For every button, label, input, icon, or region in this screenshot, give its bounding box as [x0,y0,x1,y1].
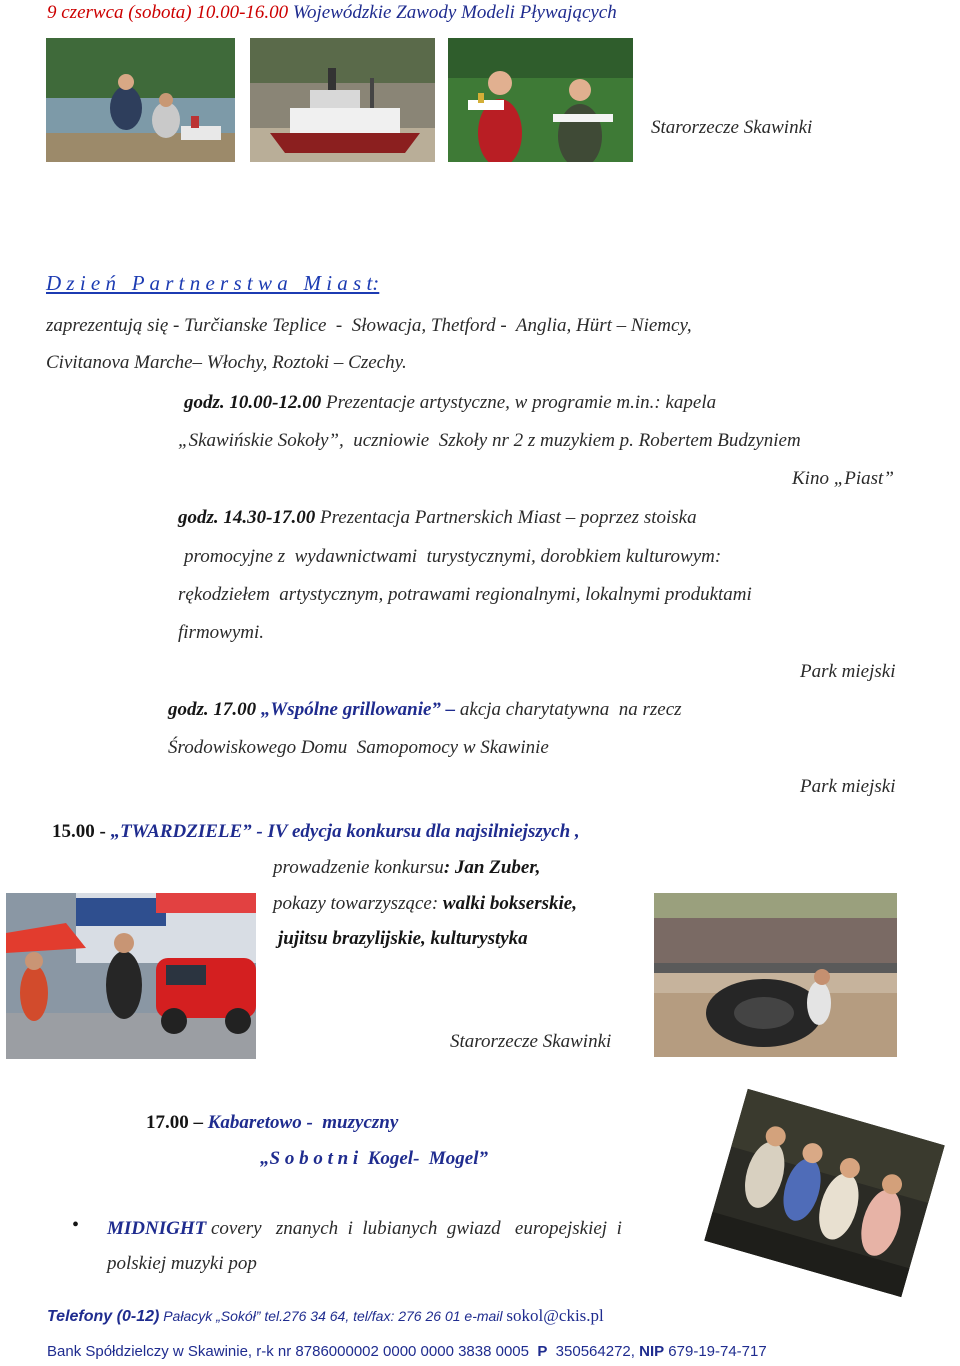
footer-bank-text: Bank Spółdzielczy w Skawinie, r-k nr 8786000002 0000 0000 3838 0005 [47,1343,538,1360]
event2-description-1: Prezentacja Partnerskich Miast – poprzez stoiska [315,507,697,528]
partnership-line-1: zaprezentują się - Turčianske Teplice - Słowacja, Thetford - Anglia, Hürt – Niemcy, [46,315,692,336]
bullet-line-1 [107,1218,622,1240]
footer-p-label: P [537,1343,548,1360]
event4-location: Starorzecze Skawinki [450,1031,612,1052]
header-line [47,2,617,24]
event4-host-label: prowadzenie konkursu [273,857,444,878]
header-title: Wojewódzkie Zawody Modeli Pływających [292,2,617,23]
event4-shows-label: pokazy towarzyszące: [273,893,443,914]
event4-shows-1: walki bokserskie, [442,893,577,914]
bullet-text-1: covery znanych i lubianych gwiazd europejskiej i [206,1218,622,1239]
footer-email[interactable]: sokol@ckis.pl [506,1306,604,1325]
partnership-line-2: Civitanova Marche– Włochy, Roztoki – Czechy. [46,352,407,373]
event4-host-name: : Jan Zuber, [443,857,541,878]
footer-phone-label: Telefony (0-12) [47,1308,160,1325]
location-starorzecze-1: Starorzecze Skawinki [651,117,813,138]
event3-description-1: akcja charytatywna na rzecz [455,699,682,720]
footer-p-value: 350564272, [547,1343,640,1360]
header-date: 9 czerwca (sobota) 10.00-16.00 [47,2,289,23]
event4-time: 15.00 - [52,821,111,842]
event4-line-1 [52,821,580,843]
event3-time: godz. 17.00 [168,699,257,720]
event4-host [273,857,540,879]
photo-cabaret [704,1089,945,1297]
photo-model-boat-3 [448,38,633,162]
event1-location: Kino „Piast” [792,468,894,489]
event2-description-3: rękodziełem artystycznym, potrawami regionalnymi, lokalnymi produktami [178,584,752,605]
event4-title: „TWARDZIELE” - IV edycja konkursu dla najsilniejszych , [110,821,580,842]
event2-line-1 [178,507,697,529]
event2-time: godz. 14.30-17.00 [178,507,316,528]
event4-shows-2: jujitsu brazylijskie, kulturystyka [278,928,528,949]
event4-shows [273,893,577,915]
footer-phone-text: Pałacyk „Sokół” tel.276 34 64, tel/fax: 276 26 01 e-mail [159,1308,507,1324]
event2-description-4: firmowymi. [178,622,265,643]
photo-strongman-1 [6,893,256,1059]
event2-location: Park miejski [800,661,896,682]
event1-time: godz. 10.00-12.00 [184,392,322,413]
partnership-heading: D z i e ń P a r t n e r s t w a M i a s t: [46,271,380,295]
event3-name: „Wspólne grillowanie” – [256,699,456,720]
event1-description-1: Prezentacje artystyczne, w programie m.in.: kapela [321,392,717,413]
event1-line-1 [184,392,716,414]
photo-strongman-2 [654,893,897,1057]
event1-description-2: „Skawińskie Sokoły”, uczniowie Szkoły nr 2 z muzykiem p. Robertem Budzyniem [178,430,801,451]
photo-model-boat-1 [46,38,235,162]
event5-line-1 [146,1112,398,1134]
footer-contact [47,1306,604,1326]
event3-location: Park miejski [800,776,896,797]
footer-nip-label: NIP [639,1343,665,1360]
event3-description-2: Środowiskowego Domu Samopomocy w Skawinie [168,737,549,758]
photo-model-boat-2 [250,38,435,162]
event5-title: Kabaretowo - muzyczny [207,1112,399,1133]
bullet-dot: • [72,1214,80,1236]
footer-bank [47,1343,767,1360]
bullet-name: MIDNIGHT [107,1218,207,1239]
event5-subtitle: „S o b o t n i Kogel- Mogel” [260,1148,489,1169]
event5-time: 17.00 – [146,1112,208,1133]
footer-nip-value: 679-19-74-717 [664,1343,767,1360]
bullet-text-2: polskiej muzyki pop [107,1253,257,1274]
event3-line-1 [168,699,682,721]
event2-description-2: promocyjne z wydawnictwami turystycznymi, dorobkiem kulturowym: [184,546,722,567]
